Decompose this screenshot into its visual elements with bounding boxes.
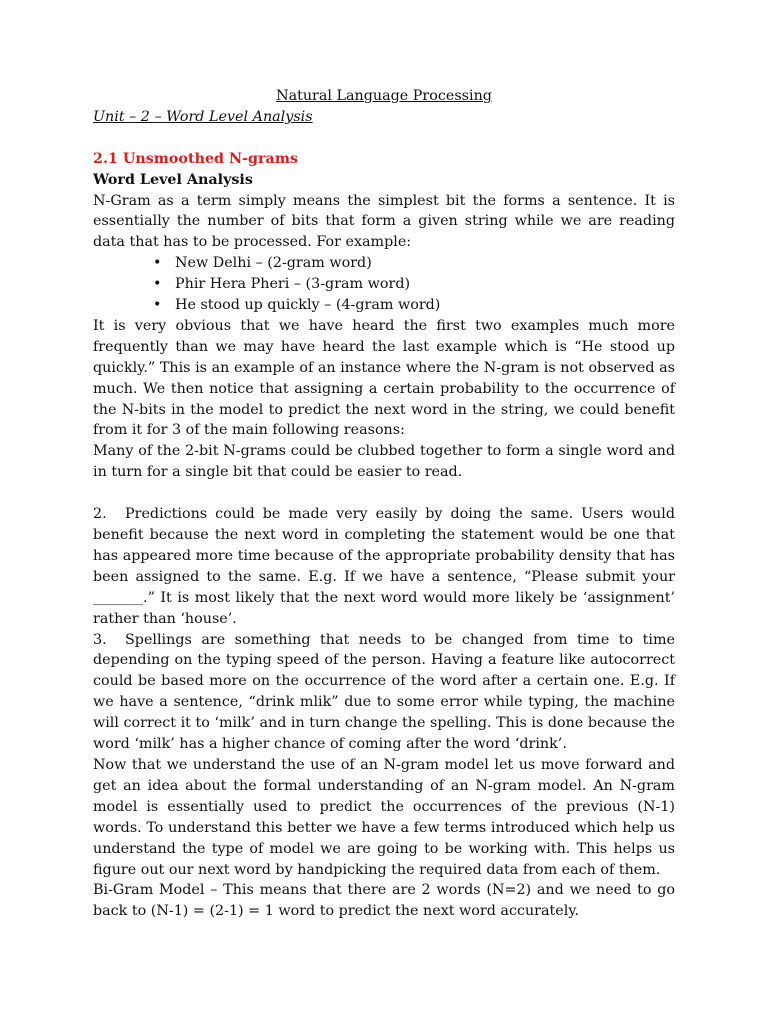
unit-heading: Unit – 2 – Word Level Analysis [93,108,313,125]
body-paragraph-1: It is very obvious that we have heard the first two examples much more frequently than we may have heard the last example which is “He stood up quickly.” This is an example of an instance where the N-gram is not observed as much. We then notice that assigning a certain probability to the occurrence of the N-bits in the model to predict the next word in the string, we could benefit from it for 3 of the main following reasons: [93,317,675,439]
document-title: Natural Language Processing [276,88,492,104]
intro-paragraph: N-Gram as a term simply means the simplest bit the forms a sentence. It is essentially the number of bits that form a given string while we are reading data that has to be processed. For example: [93,192,675,251]
document-page [93,86,675,922]
bullet-icon: • [153,297,162,314]
list-item-text: He stood up quickly – (4-gram word) [175,297,441,314]
list-item [93,295,675,316]
list-item-text: Phir Hera Pheri – (3-gram word) [175,276,411,293]
body-paragraph-4: Bi-Gram Model – This means that there are 2 words (N=2) and we need to go back to (N-1) = (2-1) = 1 word to predict the next word accurately. [93,882,675,920]
list-item-text: New Delhi – (2-gram word) [175,255,372,272]
examples-list [93,253,675,316]
numbered-item-2 [93,504,675,629]
paragraph-spacer [93,483,675,504]
item-text: Predictions could be made very easily by doing the same. Users would benefit because the next word in completing the statement would be one that has appeared more time because of the appropriate probability density that has been assigned to the same. E.g. If we have a sentence, “Please submit your _______.” It is most likely that the next word would more likely be ‘assignment’ rather than ‘house’. [93,506,675,627]
body-paragraph-3: Now that we understand the use of an N-gram model let us move forward and get an idea about the formal understanding of an N-gram model. An N-gram model is essentially used to predict the occurrences of the previous (N-1) words. To understand this better we have a few terms introduced which help us understand the type of model we are going to be working with. This helps us figure out our next word by handpicking the required data from each of them. [93,756,675,878]
bullet-icon: • [153,255,162,272]
item-text: Spellings are something that needs to be changed from time to time depending on the typing speed of the person. Having a feature like autocorrect could be based more on the occurrence of the word after a certain one. E.g. If we have a sentence, “drink mlik” due to some error while typing, the machine will correct it to ‘milk’ and in turn change the spelling. This is done because the word ‘milk’ has a higher chance of coming after the word ‘drink’. [93,631,675,753]
sub-heading: Word Level Analysis [93,171,253,188]
body-paragraph-2: Many of the 2-bit N-grams could be clubbed together to form a single word and in turn for a single bit that could be easier to read. [93,443,675,481]
list-item [93,253,675,274]
numbered-item-3 [93,630,675,755]
section-heading: 2.1 Unsmoothed N-grams [93,150,299,167]
bullet-icon: • [153,276,162,293]
item-number: 2. [93,506,107,523]
list-item [93,274,675,295]
item-number: 3. [93,631,107,648]
